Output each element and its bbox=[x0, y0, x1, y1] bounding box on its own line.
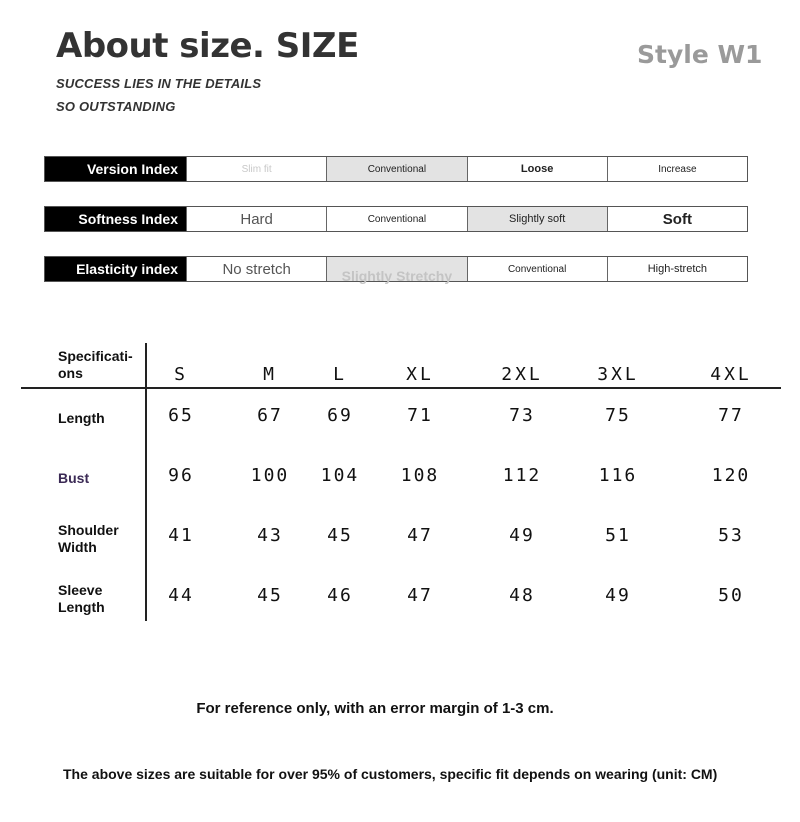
version-option-loose: Loose bbox=[467, 157, 607, 181]
table-cell: 49 bbox=[509, 525, 535, 546]
row-label-sleeve-length-line-1: Sleeve bbox=[58, 582, 103, 598]
softness-option-slightly-soft: Slightly soft bbox=[467, 207, 607, 231]
version-index-bar bbox=[44, 156, 748, 182]
tagline-line-1: SUCCESS LIES IN THE DETAILS bbox=[56, 76, 262, 91]
table-cell: 77 bbox=[718, 405, 744, 426]
row-label-sleeve-length-line-2: Length bbox=[58, 599, 105, 615]
version-index-label: Version Index bbox=[45, 157, 186, 181]
size-header-xl: XL bbox=[406, 364, 434, 385]
size-header-l: L bbox=[333, 364, 347, 385]
table-cell: 48 bbox=[509, 585, 535, 606]
table-cell: 75 bbox=[605, 405, 631, 426]
row-label-bust bbox=[58, 470, 89, 487]
table-cell: 71 bbox=[407, 405, 433, 426]
table-cell: 47 bbox=[407, 525, 433, 546]
softness-option-soft: Soft bbox=[607, 207, 747, 231]
version-option-slim-fit: Slim fit bbox=[186, 157, 326, 181]
table-cell: 100 bbox=[250, 465, 290, 486]
row-label-bust-text: Bust bbox=[58, 470, 90, 486]
table-cell: 53 bbox=[718, 525, 744, 546]
table-cell: 116 bbox=[598, 465, 638, 486]
size-header-m: M bbox=[263, 364, 277, 385]
row-label-sleeve-length bbox=[58, 582, 105, 616]
page-title: About size. SIZE bbox=[56, 26, 359, 66]
size-header-3xl: 3XL bbox=[597, 364, 639, 385]
size-header-s: S bbox=[174, 364, 188, 385]
suitability-note: The above sizes are suitable for over 95% of customers, specific fit depends on wearing (unit: CM) bbox=[63, 766, 718, 782]
softness-index-bar bbox=[44, 206, 748, 232]
reference-note: For reference only, with an error margin of 1-3 cm. bbox=[196, 700, 554, 717]
softness-index-label: Softness Index bbox=[45, 207, 186, 231]
elasticity-option-no-stretch: No stretch bbox=[186, 257, 326, 281]
elasticity-option-high-stretch: High-stretch bbox=[607, 257, 747, 281]
row-label-shoulder-width bbox=[58, 522, 119, 556]
table-cell: 46 bbox=[327, 585, 353, 606]
table-cell: 69 bbox=[327, 405, 353, 426]
table-cell: 43 bbox=[257, 525, 283, 546]
table-cell: 51 bbox=[605, 525, 631, 546]
version-option-increase: Increase bbox=[607, 157, 747, 181]
row-label-length bbox=[58, 410, 105, 427]
style-tag: Style W1 bbox=[637, 40, 763, 69]
table-vertical-divider bbox=[145, 343, 147, 621]
elasticity-index-label: Elasticity index bbox=[45, 257, 186, 281]
spec-header-line-1: Specificati- bbox=[58, 348, 133, 364]
table-cell: 45 bbox=[327, 525, 353, 546]
table-cell: 112 bbox=[502, 465, 542, 486]
table-cell: 45 bbox=[257, 585, 283, 606]
row-label-shoulder-width-line-1: Shoulder bbox=[58, 522, 119, 538]
spec-header bbox=[58, 348, 133, 382]
elasticity-option-conventional: Conventional bbox=[467, 257, 607, 281]
table-cell: 50 bbox=[718, 585, 744, 606]
row-label-length-text: Length bbox=[58, 410, 105, 426]
table-cell: 104 bbox=[320, 465, 360, 486]
spec-header-line-2: ons bbox=[58, 365, 83, 381]
table-cell: 73 bbox=[509, 405, 535, 426]
table-cell: 47 bbox=[407, 585, 433, 606]
table-cell: 44 bbox=[168, 585, 194, 606]
softness-option-conventional: Conventional bbox=[326, 207, 466, 231]
table-horizontal-divider bbox=[21, 387, 781, 389]
table-cell: 108 bbox=[400, 465, 440, 486]
tagline-line-2: SO OUTSTANDING bbox=[56, 99, 176, 114]
version-option-conventional: Conventional bbox=[326, 157, 466, 181]
size-header-2xl: 2XL bbox=[501, 364, 543, 385]
table-cell: 65 bbox=[168, 405, 194, 426]
table-cell: 96 bbox=[168, 465, 194, 486]
table-cell: 120 bbox=[711, 465, 751, 486]
table-cell: 41 bbox=[168, 525, 194, 546]
elasticity-index-bar bbox=[44, 256, 748, 282]
size-header-4xl: 4XL bbox=[710, 364, 752, 385]
row-label-shoulder-width-line-2: Width bbox=[58, 539, 97, 555]
elasticity-option-slightly-stretchy: Slightly Stretchy bbox=[326, 257, 466, 281]
table-cell: 49 bbox=[605, 585, 631, 606]
table-cell: 67 bbox=[257, 405, 283, 426]
softness-option-hard: Hard bbox=[186, 207, 326, 231]
